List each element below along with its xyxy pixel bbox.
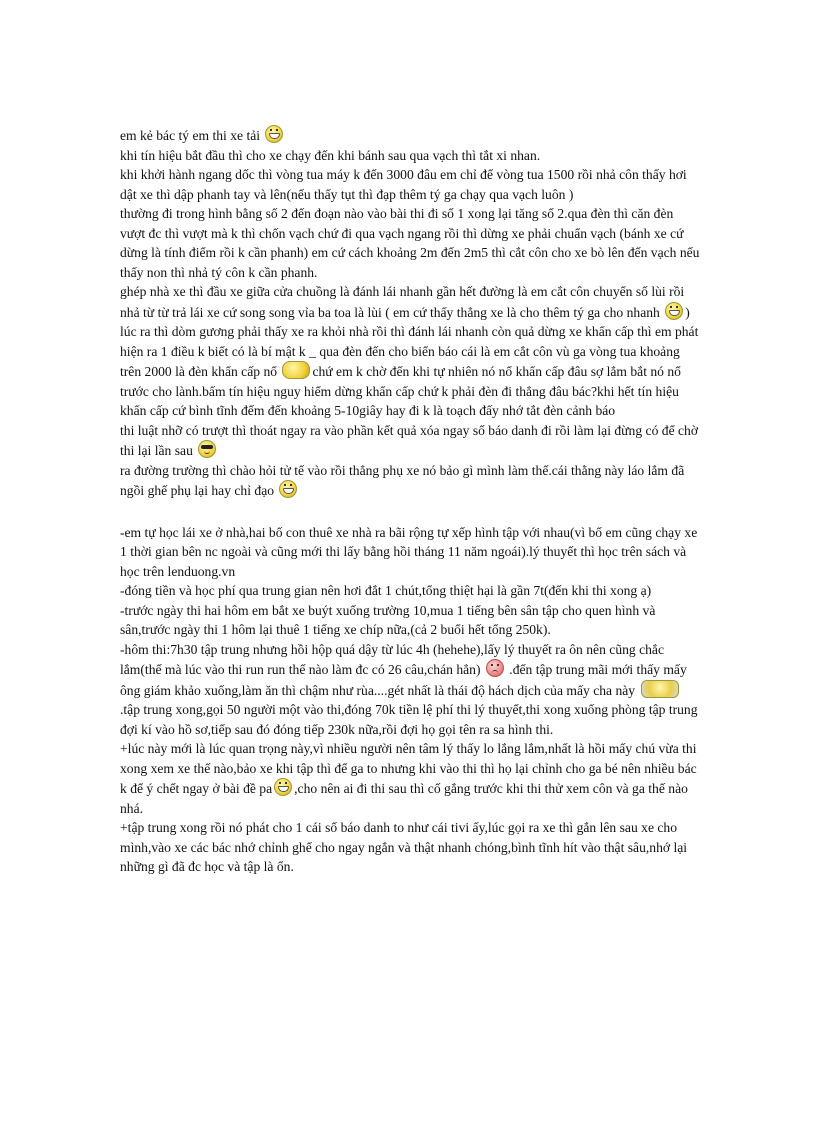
paragraph-10: -trước ngày thi hai hôm em bắt xe buýt xuống trường 10,mua 1 tiếng bên sân tập cho quen hình và sân,trước ngày thi 1 hôm lại thuê 1 tiếng xe chíp nữa,(cả 2 buổi hết tổng 250k). [120, 602, 656, 637]
cool-emoticon-icon [198, 440, 216, 458]
exploding-emoticon-icon [282, 361, 310, 379]
paragraph-6 [120, 421, 700, 461]
clapping-emoticon-icon [641, 680, 679, 698]
paragraph-gap [120, 501, 700, 523]
paragraph-1 [120, 125, 700, 146]
worried-emoticon-icon [274, 778, 292, 796]
paragraph-8: -em tự học lái xe ở nhà,hai bố con thuê xe nhà ra bãi rộng tự xếp hình tập với nhau(vì bố em cũng chạy xe 1 thời gian bên nc ngoài và cũng mới thi lấy bằng hồi tháng 11 năm ngoái).lý thuyết thì học trên sách và học trên lenduong.vn [120, 524, 698, 579]
paragraph-7 [120, 461, 700, 501]
grin-emoticon-icon [279, 480, 297, 498]
sad-emoticon-icon [486, 659, 504, 677]
text-line: +lúc này mới là lúc quan trọng này,vì nhiều người nên tâm lý thấy lo lắng lắm,nhất là hồi mấy chú vừa thi xong xem xe thế nào,bảo xe khi tập thì để ga to nhưng khi vào thi thì họ lại chỉnh cho ga bé nên nhiều bác k để ý chết ngay ở bài đề pa [120, 741, 697, 796]
paragraph-4: thường đi trong hình bằng số 2 đến đoạn nào vào bài thi đi số 1 xong lại tăng số 2.qua đèn thì căn đèn vượt đc thì vượt mà k thì chốn vạch chứ đi qua vạch ngang rồi thì dừng xe phải chuẩn vạch (bánh xe cứ dừng là tính điểm rồi k cần phanh) em cứ cách khoảng 2m đến 2m5 thì cắt côn cho xe bò lên đến vạch nếu thấy non thì nhả tý côn k cần phanh. [120, 206, 700, 280]
paragraph-3: khi khởi hành ngang dốc thì vòng tua máy k đến 3000 đâu em chỉ để vòng tua 1500 rồi nhả côn thấy hơi dật xe thì dập phanh tay và lên(nếu thấy tụt thì đạp thêm tý ga chạy qua vạch luôn ) [120, 167, 687, 202]
text-line: thi luật nhỡ có trượt thì thoát ngay ra vào phần kết quả xóa ngay số báo danh đi rồi làm lại đừng có để chờ thi lại lần sau [120, 422, 699, 458]
text-line: chứ em k chờ đến khi tự nhiên nó nổ khẩn cấp đâu sợ lắm bắt nó nổ trước cho lành.bấm tín hiệu nguy hiểm dừng khẩn cấp chứ k phải đèn đi thẳng đâu bác?khi hết tín hiệu khẩn cấp cứ bình tĩnh đếm đến khoảng 5-10giây hay đi k là toạch đấy nhớ tắt đèn cảnh báo [120, 364, 681, 418]
text-line: .tập trung xong,gọi 50 người một vào thi,đóng 70k tiền lệ phí thi lý thuyết,thi xong xuống phòng tập trung đợi kí vào hồ sơ,tiếp sau đó đóng tiếp 230k nữa,rồi đợi họ gọi tên ra sa hình thi. [120, 702, 698, 737]
paragraph-9: -đóng tiền và học phí qua trung gian nên hơi đắt 1 chút,tổng thiệt hại là gần 7t(đến khi thi xong ạ) [120, 583, 652, 598]
grin-emoticon-icon [665, 302, 683, 320]
paragraph-5 [120, 282, 700, 421]
document-body [120, 125, 700, 877]
text-line: em kẻ bác tý em thi xe tải [120, 128, 261, 143]
paragraph-12 [120, 739, 700, 818]
paragraph-11 [120, 640, 700, 740]
text-line: .đến tập trung mãi mới thấy mấy ông giám khảo xuống,làm ăn thì chậm như rùa....gét nhất là thái độ hách dịch của mấy cha này [120, 662, 687, 698]
text-line: -hôm thi:7h30 tập trung nhưng hồi hộp quá dậy từ lúc 4h (hehehe),lấy lý thuyết ra ôn nên cũng chắc lắm(thế mà lúc vào thi run run thế nào làm đc có 26 câu,chán hẳn) [120, 641, 665, 677]
text-line: ) lúc ra thì dòm gương phải thấy xe ra khỏi nhà rồi thì đánh lái nhanh còn quả dừng xe khẩn cấp thì em phát hiện ra 1 điều k biết có là bí mật k _ qua đèn đến cho biển báo cái là em cắt côn vù ga vòng tua khoảng trên 2000 là đèn khẩn cấp nổ [120, 304, 699, 379]
paragraph-13: +tập trung xong rồi nó phát cho 1 cái số báo danh to như cái tivi ấy,lúc gọi ra xe thì gắn lên sau xe cho mình,vào xe các bác nhớ chỉnh ghế cho ngay ngắn và thật nhanh chóng,bình tĩnh hít vào thật sâu,nhớ lại những gì đã đc học và tập là ổn. [120, 820, 688, 874]
text-line: ghép nhà xe thì đầu xe giữa cửa chuồng là đánh lái nhanh gần hết đường là em cắt côn chuyển số lùi rồi nhả từ từ trả lái xe cứ song song vỉa ba toa là lùi ( em cứ thấy thẳng xe là cho thêm tý ga cho nhanh [120, 284, 685, 320]
text-line: ra đường trường thì chào hỏi tử tế vào rồi thẳng phụ xe nó bảo gì mình làm thế.cái thằng này láo lắm đã ngồi ghế phụ lại hay chỉ đạo [120, 462, 685, 498]
text-line: ,cho nên ai đi thi sau thì cố gắng trước khi thi thử xem côn và ga thế nào nhá. [120, 781, 688, 816]
paragraph-2: khi tín hiệu bắt đầu thì cho xe chạy đến khi bánh sau qua vạch thì tắt xi nhan. [120, 147, 541, 163]
grin-emoticon-icon [265, 125, 283, 143]
